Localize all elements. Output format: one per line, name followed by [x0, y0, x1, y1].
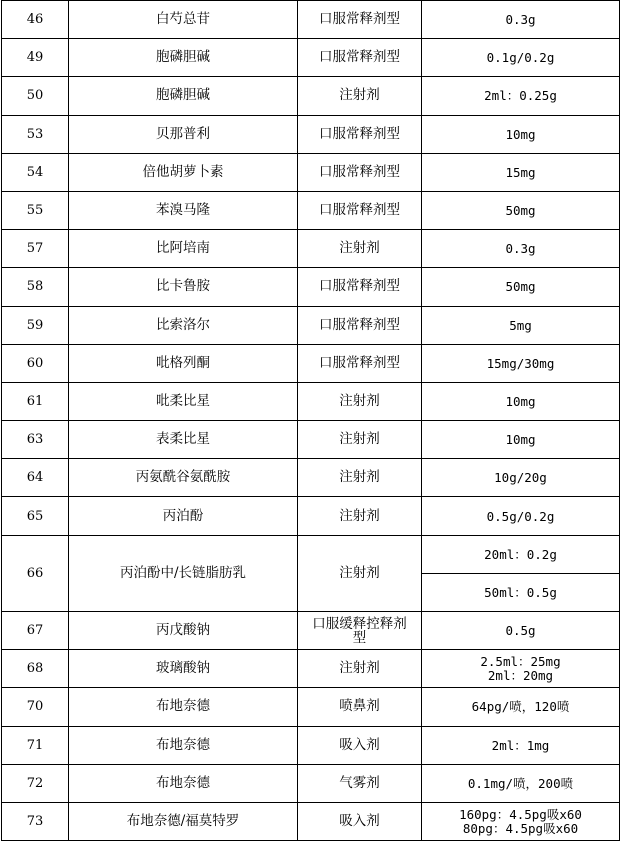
table-row: [2, 230, 620, 268]
row-number: 59: [2, 306, 69, 344]
table-row: [2, 115, 620, 153]
row-number: 66: [2, 535, 69, 611]
drug-name: 比阿培南: [69, 230, 298, 268]
drug-name: 布地奈德: [69, 764, 298, 802]
drug-name: 比索洛尔: [69, 306, 298, 344]
table-row: [2, 39, 620, 77]
row-number: 54: [2, 153, 69, 191]
specification: 2ml：1mg: [422, 726, 620, 764]
table-row: [2, 306, 620, 344]
drug-name: 贝那普利: [69, 115, 298, 153]
dosage-form: 口服常释剂型: [298, 1, 422, 39]
table-row: [2, 726, 620, 764]
dosage-form: 注射剂: [298, 421, 422, 459]
drug-name: 吡格列酮: [69, 344, 298, 382]
row-number: 63: [2, 421, 69, 459]
table-row: [2, 535, 620, 573]
specification: 15mg/30mg: [422, 344, 620, 382]
specification: 64pg/喷，120喷: [422, 688, 620, 726]
row-number: 57: [2, 230, 69, 268]
row-number: 73: [2, 802, 69, 840]
dosage-form: 口服常释剂型: [298, 191, 422, 229]
specification: 0.1g/0.2g: [422, 39, 620, 77]
specification: 10mg: [422, 382, 620, 420]
table-row: [2, 382, 620, 420]
dosage-form: 口服常释剂型: [298, 344, 422, 382]
row-number: 65: [2, 497, 69, 535]
specification: 15mg: [422, 153, 620, 191]
specification: [422, 650, 620, 688]
specification: 50mg: [422, 268, 620, 306]
dosage-form-line: 型: [352, 629, 367, 646]
specification-line: 160pg：4.5pg吸x60: [459, 806, 582, 822]
table-row: [2, 802, 620, 840]
row-number: 50: [2, 77, 69, 115]
dosage-form-line: 口服缓释控释剂: [312, 615, 407, 632]
row-number: 46: [2, 1, 69, 39]
drug-name: 丙氨酰谷氨酰胺: [69, 459, 298, 497]
specification: 0.1mg/喷，200喷: [422, 764, 620, 802]
drug-name: 布地奈德/福莫特罗: [69, 802, 298, 840]
row-number: 72: [2, 764, 69, 802]
drug-name: 白芍总苷: [69, 1, 298, 39]
table-row: [2, 650, 620, 688]
table-row: [2, 153, 620, 191]
drug-name: 胞磷胆碱: [69, 77, 298, 115]
table-row: [2, 459, 620, 497]
specification: 5mg: [422, 306, 620, 344]
drug-name: 丙泊酚: [69, 497, 298, 535]
table-row: [2, 77, 620, 115]
row-number: 58: [2, 268, 69, 306]
specification-line: 2ml：20mg: [487, 667, 554, 683]
row-number: 49: [2, 39, 69, 77]
dosage-form: 吸入剂: [298, 726, 422, 764]
dosage-form: 气雾剂: [298, 764, 422, 802]
row-number: 68: [2, 650, 69, 688]
specification: 0.5g: [422, 612, 620, 650]
dosage-form: 吸入剂: [298, 802, 422, 840]
specification: 10mg: [422, 115, 620, 153]
dosage-form: 注射剂: [298, 459, 422, 497]
specification: 50ml：0.5g: [422, 573, 620, 611]
specification: 10g/20g: [422, 459, 620, 497]
specification: 0.3g: [422, 1, 620, 39]
table-row: [2, 764, 620, 802]
dosage-form: 注射剂: [298, 230, 422, 268]
table-row: [2, 421, 620, 459]
row-number: 53: [2, 115, 69, 153]
dosage-form: 注射剂: [298, 497, 422, 535]
drug-name: 布地奈德: [69, 726, 298, 764]
table-row: [2, 268, 620, 306]
table-row: [2, 497, 620, 535]
row-number: 61: [2, 382, 69, 420]
drug-name: 丙戊酸钠: [69, 612, 298, 650]
specification-line: 80pg：4.5pg吸x60: [462, 820, 579, 836]
drug-name: 表柔比星: [69, 421, 298, 459]
dosage-form: 口服常释剂型: [298, 153, 422, 191]
table-row: [2, 612, 620, 650]
drug-name: 丙泊酚中/长链脂肪乳: [69, 535, 298, 611]
dosage-form: 口服常释剂型: [298, 115, 422, 153]
drug-name: 布地奈德: [69, 688, 298, 726]
dosage-form: 口服常释剂型: [298, 268, 422, 306]
row-number: 67: [2, 612, 69, 650]
specification-line: 2.5ml：25mg: [480, 653, 561, 669]
row-number: 71: [2, 726, 69, 764]
dosage-form: 喷鼻剂: [298, 688, 422, 726]
row-number: 64: [2, 459, 69, 497]
row-number: 60: [2, 344, 69, 382]
drug-name: 苯溴马隆: [69, 191, 298, 229]
row-number: 55: [2, 191, 69, 229]
dosage-form: 口服常释剂型: [298, 306, 422, 344]
row-number: 70: [2, 688, 69, 726]
specification: [422, 802, 620, 840]
specification: 50mg: [422, 191, 620, 229]
specification: 20ml：0.2g: [422, 535, 620, 573]
drug-name: 倍他胡萝卜素: [69, 153, 298, 191]
table-row: [2, 191, 620, 229]
dosage-form: [298, 612, 422, 650]
table-row: [2, 688, 620, 726]
specification: 2ml：0.25g: [422, 77, 620, 115]
table-row: [2, 1, 620, 39]
dosage-form: 注射剂: [298, 650, 422, 688]
specification: 0.3g: [422, 230, 620, 268]
specification: 0.5g/0.2g: [422, 497, 620, 535]
dosage-form: 注射剂: [298, 535, 422, 611]
drug-name: 比卡鲁胺: [69, 268, 298, 306]
drug-name: 胞磷胆碱: [69, 39, 298, 77]
drug-name: 吡柔比星: [69, 382, 298, 420]
drug-table: [1, 0, 620, 841]
dosage-form: 口服常释剂型: [298, 39, 422, 77]
dosage-form: 注射剂: [298, 382, 422, 420]
specification: 10mg: [422, 421, 620, 459]
table-row: [2, 344, 620, 382]
dosage-form: 注射剂: [298, 77, 422, 115]
drug-name: 玻璃酸钠: [69, 650, 298, 688]
